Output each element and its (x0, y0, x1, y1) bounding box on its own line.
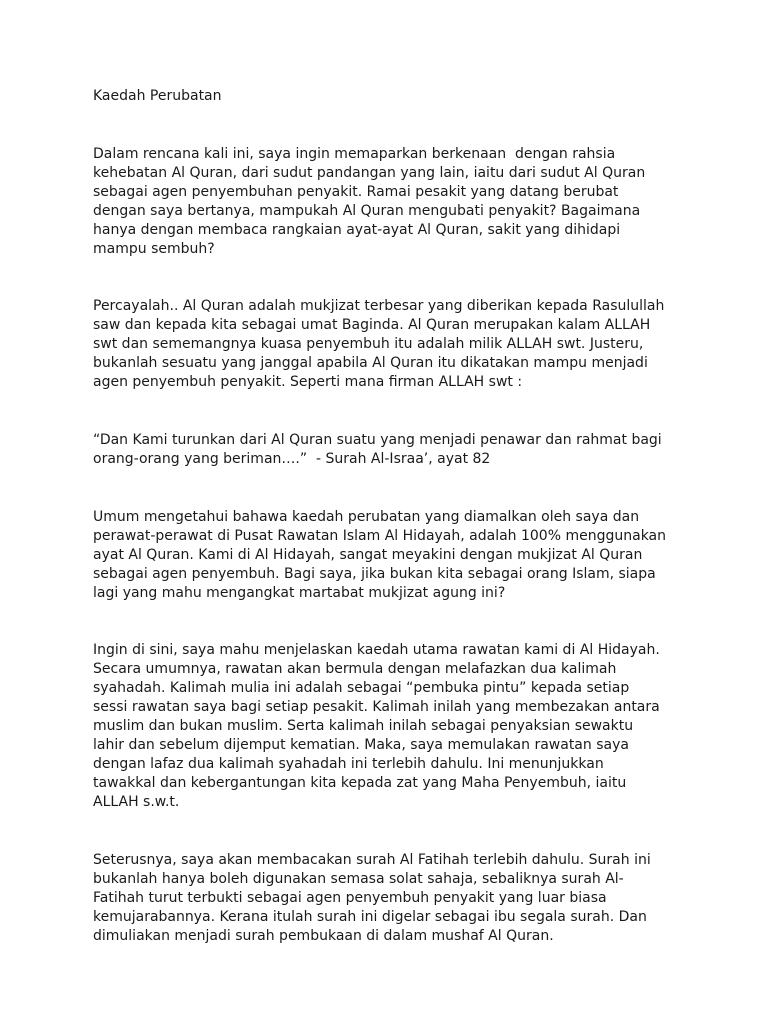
paragraph-line: agen penyembuh penyakit. Seperti mana firman ALLAH swt : (93, 374, 523, 390)
paragraph-line: swt dan sememangnya kuasa penyembuh itu adalah milik ALLAH swt. Justeru, (93, 336, 644, 352)
paragraph-line: bukanlah sesuatu yang janggal apabila Al Quran itu dikatakan mampu menjadi (93, 355, 648, 371)
paragraph-line: dengan saya bertanya, mampukah Al Quran mengubati penyakit? Bagaimana (93, 203, 641, 219)
paragraph-introduction (93, 145, 708, 259)
paragraph-line: Seterusnya, saya akan membacakan surah Al Fatihah terlebih dahulu. Surah ini (93, 852, 651, 868)
paragraph-line: kemujarabannya. Kerana itulah surah ini digelar sebagai ibu segala surah. Dan (93, 909, 647, 925)
paragraph-line: lagi yang mahu mengangkat martabat mukjizat agung ini? (93, 585, 506, 601)
paragraph-line: Secara umumnya, rawatan akan bermula dengan melafazkan dua kalimah (93, 661, 617, 677)
paragraph-line: mampu sembuh? (93, 241, 215, 257)
paragraph-line: Umum mengetahui bahawa kaedah perubatan yang diamalkan oleh saya dan (93, 509, 640, 525)
paragraph-line: dimuliakan menjadi surah pembukaan di dalam mushaf Al Quran. (93, 928, 554, 944)
paragraph-line: Ingin di sini, saya mahu menjelaskan kaedah utama rawatan kami di Al Hidayah. (93, 642, 660, 658)
paragraph-line: hanya dengan membaca rangkaian ayat-ayat Al Quran, sakit yang dihidapi (93, 222, 621, 238)
paragraph-line: dengan lafaz dua kalimah syahadah ini terlebih dahulu. Ini menunjukkan (93, 756, 604, 772)
paragraph-line: saw dan kepada kita sebagai umat Baginda. Al Quran merupakan kalam ALLAH (93, 317, 651, 333)
paragraph-line: sessi rawatan saya bagi setiap pesakit. Kalimah inilah yang membezakan antara (93, 699, 660, 715)
paragraph-line: “Dan Kami turunkan dari Al Quran suatu yang menjadi penawar dan rahmat bagi (93, 432, 662, 448)
paragraph-line: ayat Al Quran. Kami di Al Hidayah, sangat meyakini dengan mukjizat Al Quran (93, 547, 643, 563)
paragraph-syahadah (93, 641, 708, 812)
paragraph-quran-miracle (93, 297, 708, 392)
paragraph-line: Dalam rencana kali ini, saya ingin memaparkan berkenaan dengan rahsia (93, 146, 616, 162)
paragraph-line: Percayalah.. Al Quran adalah mukjizat terbesar yang diberikan kepada Rasulullah (93, 298, 665, 314)
paragraph-treatment-method (93, 508, 708, 603)
paragraph-line: bukanlah hanya boleh digunakan semasa solat sahaja, sebaliknya surah Al- (93, 871, 624, 887)
paragraph-line: sebagai agen penyembuhan penyakit. Ramai pesakit yang datang berubat (93, 184, 619, 200)
document-title: Kaedah Perubatan (93, 88, 222, 104)
paragraph-line: perawat-perawat di Pusat Rawatan Islam Al Hidayah, adalah 100% menggunakan (93, 528, 667, 544)
paragraph-line: muslim dan bukan muslim. Serta kalimah inilah sebagai penyaksian sewaktu (93, 718, 634, 734)
paragraph-al-fatihah (93, 851, 708, 946)
paragraph-line: kehebatan Al Quran, dari sudut pandangan yang lain, iaitu dari sudut Al Quran (93, 165, 646, 181)
paragraph-line: orang-orang yang beriman….” - Surah Al-Israa’, ayat 82 (93, 451, 491, 467)
paragraph-line: Fatihah turut terbukti sebagai agen penyembuh penyakit yang luar biasa (93, 890, 607, 906)
paragraph-line: sebagai agen penyembuh. Bagi saya, jika bukan kita sebagai orang Islam, siapa (93, 566, 656, 582)
paragraph-line: lahir dan sebelum dijemput kematian. Maka, saya memulakan rawatan saya (93, 737, 629, 753)
paragraph-verse-quote (93, 431, 708, 469)
paragraph-line: syahadah. Kalimah mulia ini adalah sebagai “pembuka pintu” kepada setiap (93, 680, 630, 696)
paragraph-line: ALLAH s.w.t. (93, 794, 180, 810)
paragraph-line: tawakkal dan kebergantungan kita kepada zat yang Maha Penyembuh, iaitu (93, 775, 627, 791)
